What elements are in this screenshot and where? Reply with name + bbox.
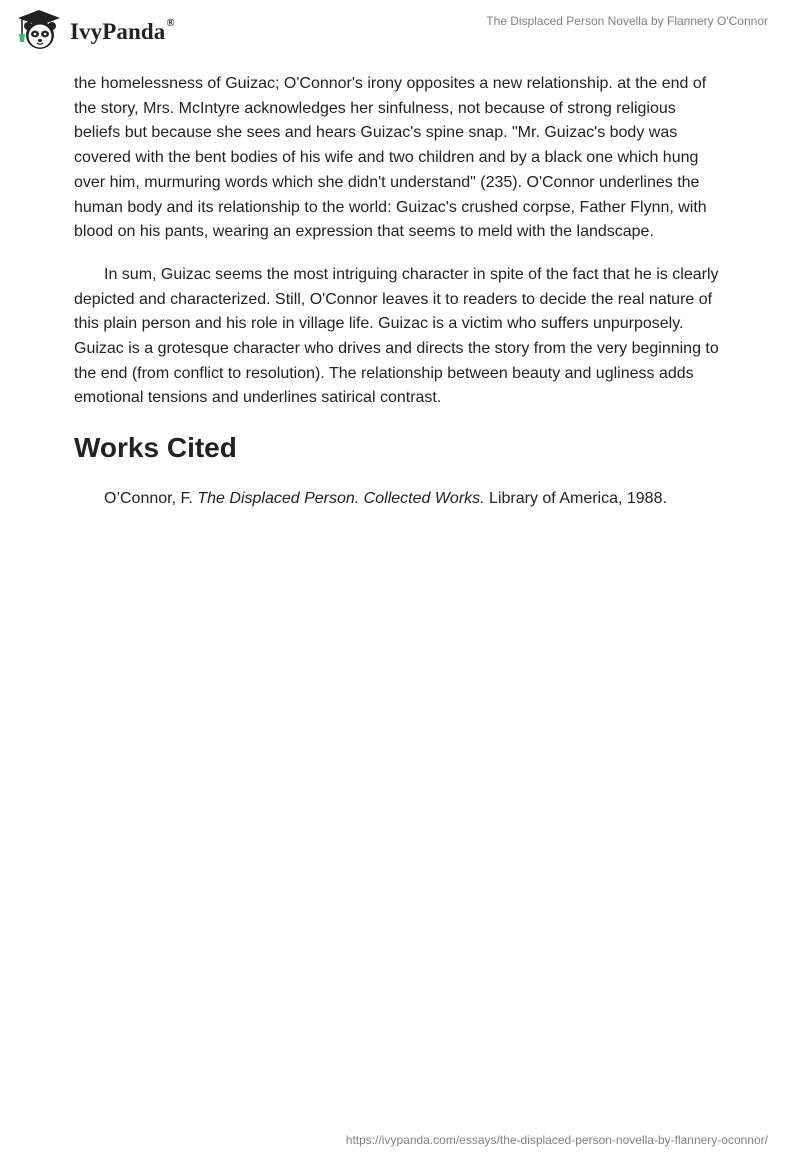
works-cited-heading: Works Cited — [74, 432, 237, 464]
registered-mark: ® — [166, 17, 175, 29]
body-paragraph-1: the homelessness of Guizac; O'Connor's irony opposites a new relationship. at the end of the story, Mrs. McIntyre acknowledges her sinfulness, not because of strong religious beliefs but because she sees and hears Guizac's spine snap. "Mr. Guizac's body was covered with the bent bodies of his wife and two children and by a black one which hung over him, murmuring words which she didn't understand" (235). O'Connor underlines the human body and its relationship to the world: Guizac's crushed corpse, Father Flynn, with blood on his pants, wearing an expression that seems to meld with the landscape. — [74, 75, 707, 241]
brand-name: IvyPanda® — [70, 17, 175, 44]
essay-content — [74, 72, 726, 511]
source-url[interactable]: https://ivypanda.com/essays/the-displaced-person-novella-by-flannery-oconnor/ — [345, 1133, 768, 1147]
panda-graduate-icon — [16, 8, 62, 52]
citation-title: The Displaced Person. Collected Works. — [197, 490, 485, 508]
page-header — [0, 0, 800, 70]
body-paragraph-2: In sum, Guizac seems the most intriguing character in spite of the fact that he is clearly depicted and characterized. Still, O'Connor leaves it to readers to decide the real nature of this plain person and his role in village life. Guizac is a victim who suffers unpurposely. Guizac is a grotesque character who drives and directs the story from the very beginning to the end (from conflict to resolution). The relationship between beauty and ugliness adds emotional tensions and underlines satirical contrast. — [74, 265, 719, 407]
document-title: The Displaced Person Novella by Flannery O'Connor — [486, 14, 768, 28]
citation-publisher: Library of America, 1988. — [484, 490, 667, 508]
citation-entry — [104, 487, 726, 511]
ivypanda-logo[interactable] — [16, 8, 175, 52]
citation-author: O’Connor, F. — [104, 490, 198, 508]
